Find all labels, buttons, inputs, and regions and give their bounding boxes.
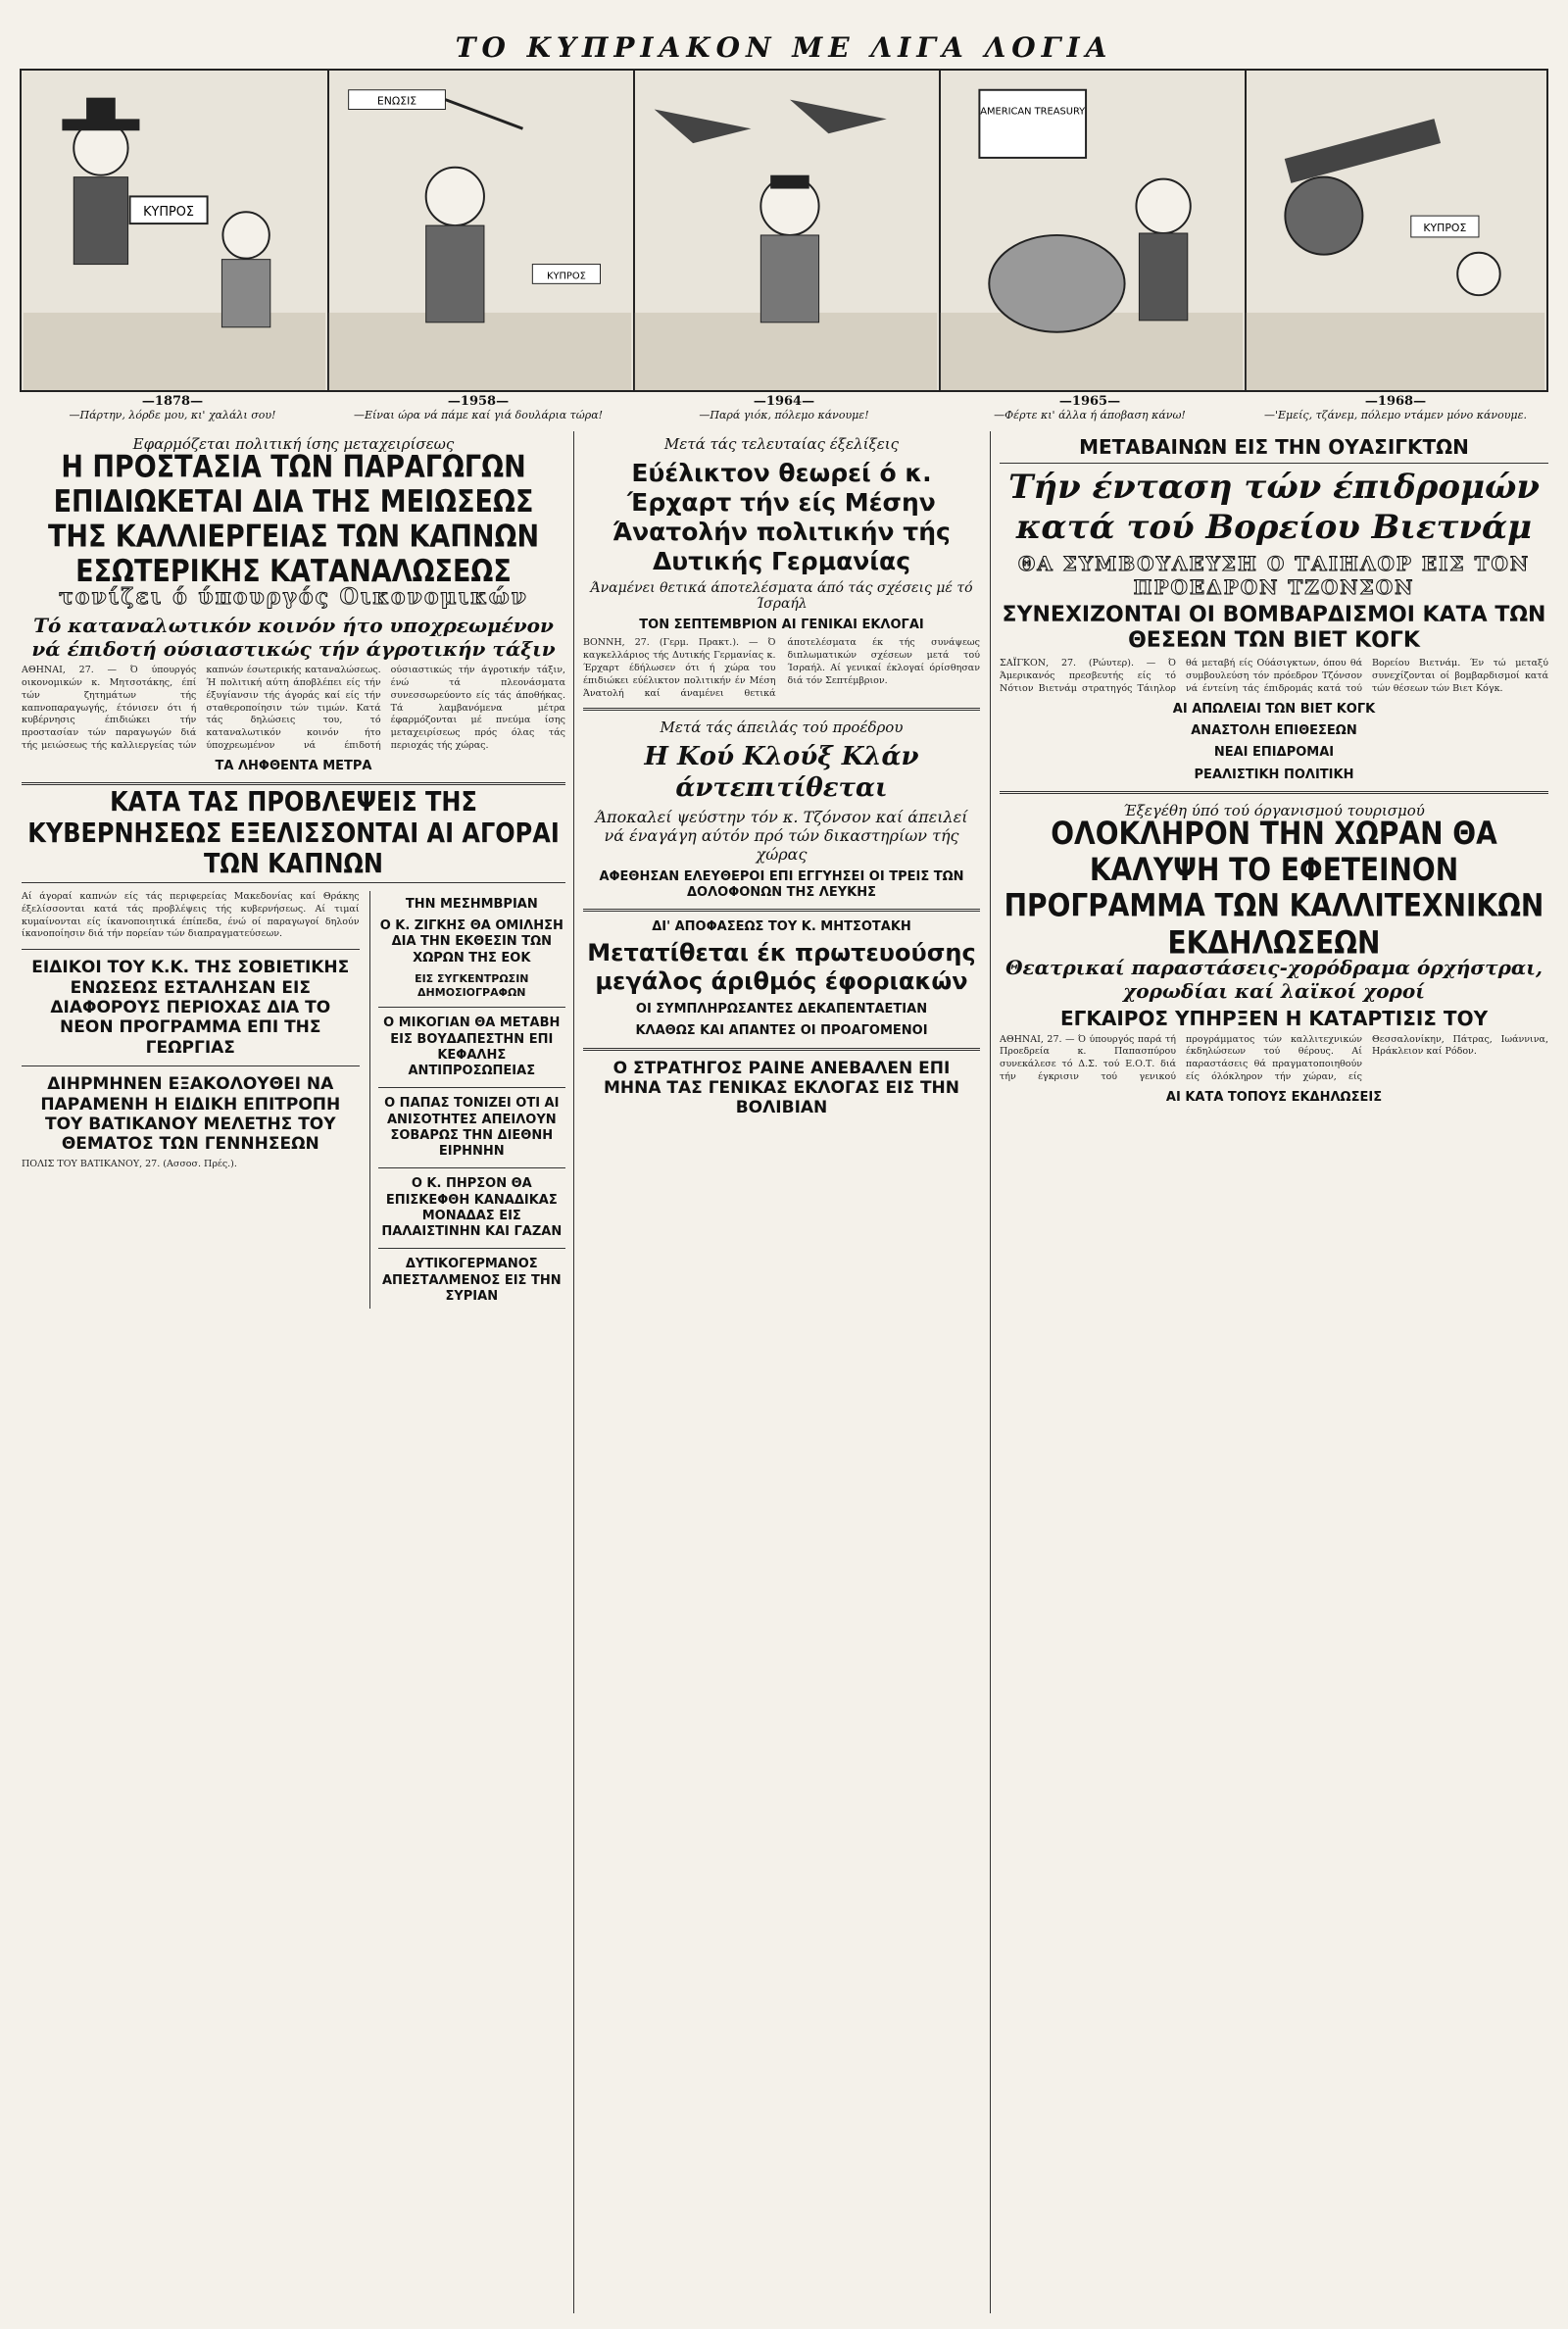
headline-kkk: Η Κού Κλούξ Κλάν άντεπιτίθεται (644, 742, 919, 803)
masthead: ΤΟ ΚΥΠΡΙΑΚΟΝ ΜΕ ΛΙΓΑ ΛΟΓΙΑ (455, 31, 1113, 64)
line-promoted: ΚΛΑΘΩΣ ΚΑΙ ΑΠΑΝΤΕΣ ΟΙ ΠΡΟΑΓΟΜΕΝΟΙ (635, 1023, 928, 1039)
cartoon-caption-3: —1964— —Παρά γιόκ, πόλεμο κάνουμε! (699, 394, 869, 421)
deck-taylor: ΘΑ ΣΥΜΒΟΥΛΕΥΣΗ Ο ΤΑΙΗΛΟΡ ΕΙΣ ΤΟΝ ΠΡΟΕΔΡΟΝ ΤΖΟΝΣΟΝ (1017, 551, 1531, 599)
kicker-mitsotakis: ΔΙ' ΑΠΟΦΑΣΕΩΣ ΤΟΥ Κ. ΜΗΤΣΟΤΑΚΗ (652, 919, 911, 935)
svg-text:ΚΥΠΡΟΣ: ΚΥΠΡΟΣ (143, 205, 194, 221)
deck-kkk: Άποκαλεί ψεύστην τόν κ. Τζόνσον καί άπειλεί νά έναγάγη αύτόν πρό τών δικαστηρίων τής χώρας (595, 807, 968, 864)
sidebar-pope: Ο ΠΑΠΑΣ ΤΟΝΙΖΕΙ ΟΤΙ ΑΙ ΑΝΙΣΟΤΗΤΕΣ ΑΠΕΙΛΟΥΝ ΣΟΒΑΡΩΣ ΤΗΝ ΔΙΕΘΝΗ ΕΙΡΗΝΗΝ (384, 1096, 560, 1160)
cartoon-panel-2 (327, 71, 635, 390)
kicker-tobacco: Εφαρμόζεται πολιτική ίσης μεταχειρίσεως (132, 435, 455, 453)
cartoon-panel-5 (1245, 71, 1546, 390)
subhead-realistic-policy: ΡΕΑΛΙΣΤΙΚΗ ΠΟΛΙΤΙΚΗ (1194, 767, 1354, 782)
article-vietnam-body: ΣΑΪΓΚΟΝ, 27. (Ρώυτερ). — Ό Άμερικανός πρεσβευτής είς τό Νότιον Βιετνάμ στρατηγός Τάιηλορ θά μεταβή είς Ούάσιγκτων, όπου θά συμβουλεύση τόν πρόεδρον Τζόνσον νά έντείνη τάς έπιδρομάς κατά τού Βορείου Βιετνάμ. Έν τώ μεταξύ συνεχίζονται οί βομβαρδισμοί κατά τών θέσεων τών Βιετ Κόγκ. (1000, 658, 1548, 694)
column-left (22, 431, 565, 2313)
cartoon-illustration-5 (1245, 71, 1546, 390)
article-erhard-body: ΒΟΝΝΗ, 27. (Γερμ. Πρακτ.). — Ό καγκελλάριος τής Δυτικής Γερμανίας κ. Έρχαρτ έδήλωσεν ότι ή χώρα του έπιδιώκει εύέλικτον πολιτικήν έν Μέση Άνατολή καί άναμένει θετικά άποτελέσματα έκ τής συνάψεως διπλωματικών σχέσεων μετά τού Ίσραήλ. Αί γενικαί έκλογαί όρίσθησαν διά τόν Σεπτέμβριον. (583, 637, 980, 699)
box-measures-title: ΤΑ ΛΗΦΘΕΝΤΑ ΜΕΤΡΑ (215, 758, 372, 773)
subhead-minister: τονίζει ό ύπουργός Οικονομικών (59, 584, 528, 611)
subhead-suspension: ΑΝΑΣΤΟΛΗ ΕΠΙΘΕΣΕΩΝ (1191, 723, 1357, 739)
cartoon-illustration-4 (939, 71, 1245, 390)
kicker-tourism: Έξεγέθη ύπό τού όργανισμού τουρισμού (1123, 801, 1425, 819)
sidebar-title: ΤΗΝ ΜΕΣΗΜΒΡΙΑΝ (405, 896, 538, 912)
headline-vietnam: Τήν ένταση τών έπιδρομών κατά τού Βορείου Βιετνάμ (1008, 468, 1540, 547)
headline-vatican-commission: ΔΙΗΡΜΗΝΕΝ ΕΞΑΚΟΛΟΥΘΕΙ ΝΑ ΠΑΡΑΜΕΝΗ Η ΕΙΔΙΚΗ ΕΠΙΤΡΟΠΗ ΤΟΥ ΒΑΤΙΚΑΝΟΥ ΜΕΛΕΤΗΣ ΤΟΥ ΘΕΜΑΤΟΣ ΤΩΝ ΓΕΝΝΗΣΕΩΝ (40, 1074, 341, 1155)
headline-soviet-experts: ΕΙΔΙΚΟΙ ΤΟΥ Κ.Κ. ΤΗΣ ΣΟΒΙΕΤΙΚΗΣ ΕΝΩΣΕΩΣ ΕΣΤΑΛΗΣΑΝ ΕΙΣ ΔΙΑΦΟΡΟΥΣ ΠΕΡΙΟΧΑΣ ΔΙΑ ΤΟ ΝΕΟΝ ΠΡΟΓΡΑΜΜΑ ΕΠΙ ΤΗΣ ΓΕΩΡΓΙΑΣ (31, 958, 350, 1058)
vatican-dateline: ΠΟΛΙΣ ΤΟΥ ΒΑΤΙΚΑΝΟΥ, 27. (Ασσοσ. Πρές.). (22, 1158, 237, 1169)
headline-tobacco: Η ΠΡΟΣΤΑΣΙΑ ΤΩΝ ΠΑΡΑΓΩΓΩΝ ΕΠΙΔΙΩΚΕΤΑΙ ΔΙΑ ΤΗΣ ΜΕΙΩΣΕΩΣ ΤΗΣ ΚΑΛΛΙΕΡΓΕΙΑΣ ΤΩΝ ΚΑΠΝΩΝ ΕΣΩΤΕΡΙΚΗΣ ΚΑΤΑΝΑΛΩΣΕΩΣ (47, 449, 540, 590)
sidebar-zigkis: Ο Κ. ΖΙΓΚΗΣ ΘΑ ΟΜΙΛΗΣΗ ΔΙΑ ΤΗΝ ΕΚΘΕΣΙΝ ΤΩΝ ΧΩΡΩΝ ΤΗΣ ΕΟΚ (379, 918, 564, 966)
cartoon-illustration-2 (327, 71, 633, 390)
article-arts-body: ΑΘΗΝΑΙ, 27. — Ό ύπουργός παρά τή Προεδρεία κ. Παπασπύρου συνεκάλεσε τό Δ.Σ. τού Ε.Ο.Τ. διά τήν έγκρισιν τού γενικού προγράμματος τών καλλιτεχνικών έκδηλώσεων τού θέρους. Αί παραστάσεις θά πραγματοποιηθούν είς όλόκληρον τήν χώραν, είς Θεσσαλονίκην, Πάτρας, Ιωάννινα, Ηράκλειον καί Ρόδον. (1000, 1033, 1548, 1082)
kicker-erhard: Μετά τάς τελευταίας έξελίξεις (663, 435, 900, 453)
cartoon-strip (20, 69, 1548, 392)
sidebar-mikoyan: Ο ΜΙΚΟΓΙΑΝ ΘΑ ΜΕΤΑΒΗ ΕΙΣ ΒΟΥΔΑΠΕΣΤΗΝ ΕΠΙ ΚΕΦΑΛΗΣ ΑΝΤΙΠΡΟΣΩΠΕΙΑΣ (383, 1016, 561, 1079)
line-fifteen-years: ΟΙ ΣΥΜΠΛΗΡΩΣΑΝΤΕΣ ΔΕΚΑΠΕΝΤΑΕΤΙΑΝ (635, 1002, 928, 1017)
cartoon-caption-1: —1878— —Πάρτην, λόρδε μου, κι' χαλάλι σου! (69, 394, 276, 421)
headline-arts-program: ΟΛΟΚΛΗΡΟΝ ΤΗΝ ΧΩΡΑΝ ΘΑ ΚΑΛΥΨΗ ΤΟ ΕΦΕΤΕΙΝΟΝ ΠΡΟΓΡΑΜΜΑ ΤΩΝ ΚΑΛΛΙΤΕΧΝΙΚΩΝ ΕΚΔΗΛΩΣΕΩΝ (1004, 815, 1544, 962)
cartoon-caption-4: —1965— —Φέρτε κι' άλλα ή άποβαση κάνω! (994, 394, 1186, 421)
deck-consumer: Τό καταναλωτικόν κοινόν ήτο υποχρεωμένον νά έπιδοτή ούσιαστικώς τήν άγροτικήν τάξιν (31, 614, 556, 662)
svg-text:ΚΥΠΡΟΣ: ΚΥΠΡΟΣ (1423, 221, 1467, 234)
line-bombings: ΣΥΝΕΧΙΖΟΝΤΑΙ ΟΙ ΒΟΜΒΑΡΔΙΣΜΟΙ ΚΑΤΑ ΤΩΝ ΘΕΣΕΩΝ ΤΩΝ ΒΙΕΤ ΚΟΓΚ (1002, 602, 1546, 653)
svg-text:AMERICAN TREASURY: AMERICAN TREASURY (980, 106, 1086, 118)
sidebar-pearson: Ο Κ. ΠΗΡΣΟΝ ΘΑ ΕΠΙΣΚΕΦΘΗ ΚΑΝΑΔΙΚΑΣ ΜΟΝΑΔΑΣ ΕΙΣ ΠΑΛΑΙΣΤΙΝΗΝ ΚΑΙ ΓΑΖΑΝ (381, 1176, 563, 1240)
column-rule-2 (990, 431, 991, 2313)
subhead-local-events: ΑΙ ΚΑΤΑ ΤΟΠΟΥΣ ΕΚΔΗΛΩΣΕΙΣ (1165, 1089, 1383, 1105)
column-rule-1 (573, 431, 574, 2313)
cartoon-illustration-3 (633, 71, 939, 390)
cartoon-panel-1 (22, 71, 329, 390)
line-elections: ΤΟΝ ΣΕΠΤΕΜΒΡΙΟΝ ΑΙ ΓΕΝΙΚΑΙ ΕΚΛΟΓΑΙ (639, 618, 924, 632)
cartoon-panel-3 (633, 71, 941, 390)
deck-performances: Θεατρικαί παραστάσεις-χορόδραμα όρχήστραι, χορωδίαι καί λαϊκοί χοροί (1005, 955, 1543, 1003)
svg-text:ΚΥΠΡΟΣ: ΚΥΠΡΟΣ (546, 271, 586, 282)
article-markets-body: Αί άγοραί καπνών είς τάς περιφερείας Μακεδονίας καί Θράκης έξελίσσονται κατά τάς προβλέψεις τής κυβερνήσεως. Αί τιμαί κυμαίνονται είς ίκανοποιητικά έπίπεδα, ένώ οί παραγωγοί δηλούν ίκανοποίησιν διά τήν πορείαν τών διαπραγματεύσεων. (22, 890, 360, 940)
line-bail: ΑΦΕΘΗΣΑΝ ΕΛΕΥΘΕΡΟΙ ΕΠΙ ΕΓΓΥΗΣΕΙ ΟΙ ΤΡΕΙΣ ΤΩΝ ΔΟΛΟΦΟΝΩΝ ΤΗΣ ΛΕΥΚΗΣ (599, 868, 964, 900)
subhead-new-raids: ΝΕΑΙ ΕΠΙΔΡΟΜΑΙ (1213, 745, 1335, 761)
sidebar-syria: ΔΥΤΙΚΟΓΕΡΜΑΝΟΣ ΑΠΕΣΤΑΛΜΕΝΟΣ ΕΙΣ ΤΗΝ ΣΥΡΙΑΝ (381, 1257, 562, 1304)
svg-text:ΕΝΩΣΙΣ: ΕΝΩΣΙΣ (376, 94, 417, 108)
cartoon-illustration-1 (22, 71, 327, 390)
subhead-losses: ΑΙ ΑΠΩΛΕΙΑΙ ΤΩΝ ΒΙΕΤ ΚΟΓΚ (1172, 701, 1376, 717)
cartoon-caption-2: —1958— —Είναι ώρα νά πάμε καί γιά δουλάρια τώρα! (353, 394, 604, 421)
kicker-kkk: Μετά τάς άπειλάς τού προέδρου (660, 719, 904, 737)
kicker-washington: ΜΕΤΑΒΑΙΝΩΝ ΕΙΣ ΤΗΝ ΟΥΑΣΙΓΚΤΩΝ (1000, 435, 1548, 464)
deck-israel: Άναμένει θετικά άποτελέσματα άπό τάς σχέσεις μέ τό Ίσραήλ (590, 580, 973, 612)
cartoon-panel-4 (939, 71, 1247, 390)
column-middle (583, 431, 980, 2313)
article-tobacco-body: ΑΘΗΝΑΙ, 27. — Ό ύπουργός οικονομικών κ. Μητσοτάκης, έπί τών ζητημάτων τής καπνοπαραγωγής, έτόνισεν ότι ή κυβέρνησις έπιδιώκει τήν προστασίαν τών παραγωγών διά τής μειώσεως τής καλλιεργείας τών καπνών έσωτερικής καταναλώσεως. Ή πολιτική αύτη άποβλέπει είς τήν έξυγίανσιν τής άγοράς καί είς τήν σταθεροποίησιν τών τιμών. Κατά τάς δηλώσεις του, τό καταναλωτικόν κοινόν ήτο ύποχρεωμένον νά έπιδοτή ούσιαστικώς τήν άγροτικήν τάξιν, ένώ τά πλεονάσματα συνεσσωρεύοντο είς τάς άποθήκας. Τά λαμβανόμενα μέτρα έφαρμόζονται μέ πνεύμα ίσης μεταχειρίσεως πρός όλας τάς περιοχάς τής χώρας. (22, 665, 565, 752)
headline-bolivia: Ο ΣΤΡΑΤΗΓΟΣ ΡΑΙΝΕ ΑΝΕΒΑΛΕΝ ΕΠΙ ΜΗΝΑ ΤΑΣ ΓΕΝΙΚΑΣ ΕΚΛΟΓΑΣ ΕΙΣ ΤΗΝ ΒΟΛΙΒΙΑΝ (603, 1058, 960, 1118)
headline-tobacco-markets: ΚΑΤΑ ΤΑΣ ΠΡΟΒΛΕΨΕΙΣ ΤΗΣ ΚΥΒΕΡΝΗΣΕΩΣ ΕΞΕΛΙΣΣΟΝΤΑΙ ΑΙ ΑΓΟΡΑΙ ΤΩΝ ΚΑΠΝΩΝ (27, 785, 560, 880)
cartoon-caption-5: —1968— —'Εμείς, τζάνεμ, πόλεμο ντάμεν μόνο κάνουμε. (1264, 394, 1527, 421)
line-timely: ΕΓΚΑΙΡΟΣ ΥΠΗΡΞΕΝ Η ΚΑΤΑΡΤΙΣΙΣ ΤΟΥ (1059, 1006, 1489, 1030)
sidebar-journalists: ΕΙΣ ΣΥΓΚΕΝΤΡΩΣΙΝ ΔΗΜΟΣΙΟΓΡΑΦΩΝ (415, 971, 529, 999)
column-right (1000, 431, 1548, 2313)
headline-tax-officers: Μετατίθεται έκ πρωτευούσης μεγάλος άριθμός έφοριακών (587, 939, 976, 996)
headline-erhard: Εύέλικτον θεωρεί ό κ. Έρχαρτ τήν είς Μέσην Άνατολήν πολιτικήν τής Δυτικής Γερμανίας (612, 459, 951, 575)
